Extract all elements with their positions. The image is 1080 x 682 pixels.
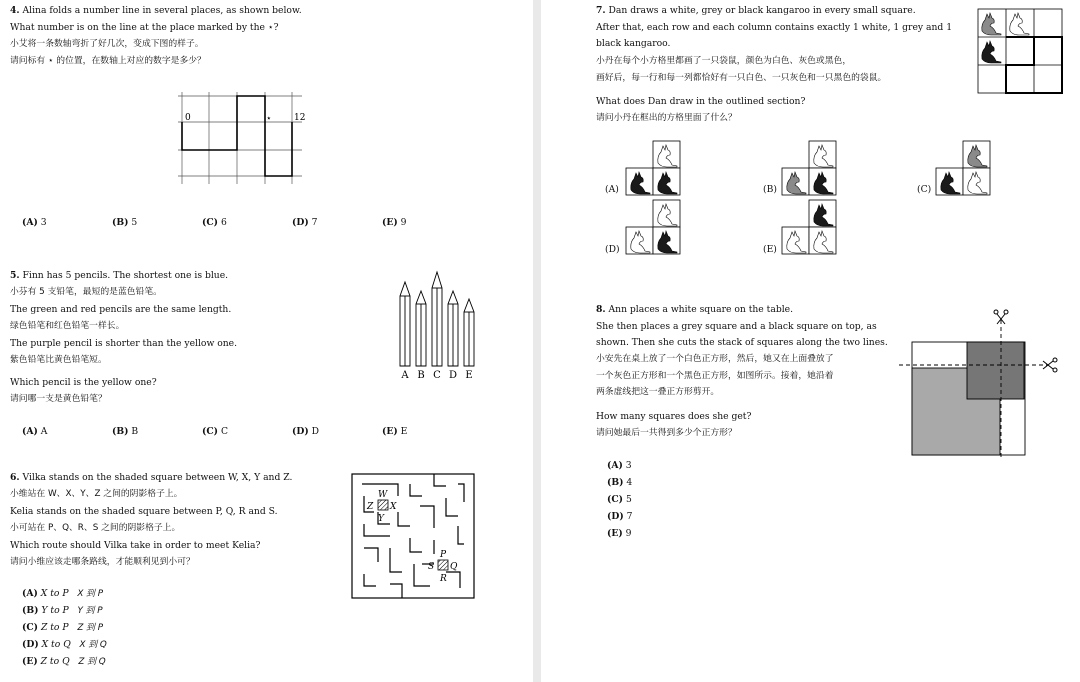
q8-zh1: 小安先在桌上放了一个白色正方形，然后，她又在上面叠放了 xyxy=(596,354,834,364)
q6-maze-figure xyxy=(350,472,476,600)
q8-line1-text: Ann places a white square on the table. xyxy=(608,304,794,315)
q8-line2: She then places a grey square and a black square on top, as xyxy=(596,321,877,332)
pencil-label-a: A xyxy=(401,370,409,381)
q5-option-b-value: B xyxy=(131,426,139,437)
scissors-icon xyxy=(1043,358,1057,372)
q5-line3: The purple pencil is shorter than the yellow one. xyxy=(10,338,238,349)
q5-line1-text: Finn has 5 pencils. The shortest one is blue. xyxy=(22,270,229,281)
q4-option-c-key: (C) xyxy=(202,217,219,228)
q5-zh3: 紫色铅笔比黄色铅笔短。 xyxy=(10,355,107,365)
q6-option-c-key: (C) xyxy=(22,622,39,633)
q5-zh2: 绿色铅笔和红色铅笔一样长。 xyxy=(10,321,125,331)
q4-option-e-key: (E) xyxy=(382,217,398,228)
q6-option-c[interactable] xyxy=(22,622,103,634)
pencil-d xyxy=(448,291,458,366)
q7-zh3: 请问小丹在框出的方格里面了什么？ xyxy=(596,113,737,123)
pencil-label-b: B xyxy=(417,370,425,381)
q5-pencils-figure xyxy=(395,268,485,383)
q4-option-b[interactable] xyxy=(112,217,137,229)
q6-zh2: 小可站在 P、Q、R、S 之间的阴影格子上。 xyxy=(10,523,181,533)
q5-option-b-key: (B) xyxy=(112,426,129,437)
q4-option-d-value: 7 xyxy=(311,217,318,228)
q8-option-b-value: 4 xyxy=(626,477,633,488)
q6-option-d[interactable] xyxy=(22,639,107,651)
q6-zh1: 小维站在 W、X、Y、Z 之间的阴影格子上。 xyxy=(10,489,183,499)
q6-option-a-zh: X 到 P xyxy=(77,589,104,599)
q8-zh3: 两条虚线把这一叠正方形剪开。 xyxy=(596,387,720,397)
q5-option-b[interactable] xyxy=(112,426,138,438)
q5-option-c-key: (C) xyxy=(202,426,219,437)
q8-zh4: 请问她最后一共得到多少个正方形？ xyxy=(596,428,737,438)
q4-option-b-key: (B) xyxy=(112,217,129,228)
q6-option-a[interactable] xyxy=(22,588,103,600)
q5-option-a-value: A xyxy=(40,426,48,437)
q8-number: 8. xyxy=(596,304,606,315)
q6-option-c-zh: Z 到 P xyxy=(77,623,104,633)
q7-option-d[interactable]: (D) xyxy=(605,244,620,255)
q7-line3: black kangaroo. xyxy=(596,38,671,49)
q6-line3: Which route should Vilka take in order to meet Kelia? xyxy=(10,540,261,551)
q5-option-e-key: (E) xyxy=(382,426,398,437)
q5-number: 5. xyxy=(10,270,20,281)
q8-option-a-value: 3 xyxy=(625,460,632,471)
vilka-shaded-square xyxy=(378,500,388,510)
q6-option-d-zh: X 到 Q xyxy=(79,640,107,650)
q4-label-twelve: 12 xyxy=(294,113,306,123)
q7-option-a[interactable]: (A) xyxy=(605,184,619,195)
q8-option-e-key: (E) xyxy=(607,528,623,539)
maze-label-z: Z xyxy=(367,502,374,512)
q8-option-a-key: (A) xyxy=(607,460,623,471)
q8-option-d-value: 7 xyxy=(626,511,633,522)
q4-zh2: 请问标有 ⋆ 的位置，在数轴上对应的数字是多少？ xyxy=(10,56,206,66)
q7-kangaroo-grid xyxy=(977,8,1063,94)
q7-zh2: 画好后，每一行和每一列都恰好有一只白色、一只灰色和一只黑色的袋鼠。 xyxy=(596,73,887,83)
q4-number: 4. xyxy=(10,5,20,16)
page-right xyxy=(541,0,1080,682)
q6-option-e-key: (E) xyxy=(22,656,38,667)
maze-label-x: X xyxy=(390,502,397,512)
q6-option-d-en: X to Q xyxy=(41,639,71,650)
maze-label-w: W xyxy=(378,490,388,500)
q4-line1-text: Alina folds a number line in several places, as shown below. xyxy=(22,5,302,16)
pencil-label-e: E xyxy=(465,370,473,381)
q7-option-e-figure[interactable] xyxy=(781,199,837,255)
q4-option-c[interactable] xyxy=(202,217,227,229)
q6-option-b[interactable] xyxy=(22,605,103,617)
q8-option-d[interactable] xyxy=(607,511,632,523)
q6-option-c-en: Z to P xyxy=(40,622,69,633)
maze-label-y: Y xyxy=(378,514,384,524)
q6-option-e-zh: Z 到 Q xyxy=(78,657,106,667)
q6-line1 xyxy=(10,472,292,484)
q7-number: 7. xyxy=(596,5,606,16)
q7-option-c[interactable]: (C) xyxy=(917,184,932,195)
q4-option-e-value: 9 xyxy=(400,217,407,228)
q8-line1 xyxy=(596,304,793,316)
pencil-b xyxy=(416,291,426,366)
q5-line2: The green and red pencils are the same length. xyxy=(10,304,232,315)
q8-stacked-squares-figure xyxy=(897,308,1063,460)
q7-option-a-figure[interactable] xyxy=(625,140,681,196)
q8-option-c-key: (C) xyxy=(607,494,624,505)
pencil-e xyxy=(464,299,474,366)
q4-option-c-value: 6 xyxy=(220,217,227,228)
q5-option-d[interactable] xyxy=(292,426,319,438)
q6-line1-text: Vilka stands on the shaded square between W, X, Y and Z. xyxy=(22,472,293,483)
black-square xyxy=(967,342,1024,399)
q7-option-c-figure[interactable] xyxy=(935,140,991,196)
q6-option-a-key: (A) xyxy=(22,588,38,599)
q6-option-d-key: (D) xyxy=(22,639,39,650)
page-left xyxy=(0,0,533,682)
q8-option-b-key: (B) xyxy=(607,477,624,488)
q5-option-e-value: E xyxy=(400,426,408,437)
q5-option-a[interactable] xyxy=(22,426,47,438)
pencil-c xyxy=(432,272,442,366)
q6-number: 6. xyxy=(10,472,20,483)
q5-zh1: 小芬有 5 支铅笔，最短的是蓝色铅笔。 xyxy=(10,287,162,297)
q8-line4: How many squares does she get? xyxy=(596,411,752,422)
pencil-label-d: D xyxy=(448,370,458,381)
q8-option-e-value: 9 xyxy=(625,528,632,539)
q8-line3: shown. Then she cuts the stack of squares along the two lines. xyxy=(596,337,888,348)
q7-option-b-figure[interactable] xyxy=(781,140,837,196)
q4-option-a-value: 3 xyxy=(40,217,47,228)
q6-option-a-en: X to P xyxy=(40,588,69,599)
q6-option-e-en: Z to Q xyxy=(40,656,70,667)
q4-star-icon: ⋆ xyxy=(266,114,272,124)
q7-line1 xyxy=(596,5,916,17)
pencil-label-c: C xyxy=(433,370,441,381)
q6-line2: Kelia stands on the shaded square between P, Q, R and S. xyxy=(10,506,278,517)
q6-option-b-zh: Y 到 P xyxy=(77,606,103,616)
q6-option-b-key: (B) xyxy=(22,605,39,616)
q5-option-e[interactable] xyxy=(382,426,407,438)
q5-option-c-value: C xyxy=(220,426,228,437)
q8-option-c[interactable] xyxy=(607,494,632,506)
q7-option-d-figure[interactable] xyxy=(625,199,681,255)
pencil-a xyxy=(400,282,410,366)
q7-option-e[interactable]: (E) xyxy=(763,244,777,255)
q4-folded-number-line-figure xyxy=(170,88,310,188)
q8-option-b[interactable] xyxy=(607,477,632,489)
q5-option-a-key: (A) xyxy=(22,426,38,437)
q8-zh2: 一个灰色正方形和一个黑色正方形，如图所示。接着，她沿着 xyxy=(596,371,834,381)
q4-option-d[interactable] xyxy=(292,217,317,229)
q4-line1 xyxy=(10,5,302,17)
q6-option-b-en: Y to P xyxy=(41,605,69,616)
q4-option-d-key: (D) xyxy=(292,217,309,228)
q4-option-a-key: (A) xyxy=(22,217,38,228)
q5-option-c[interactable] xyxy=(202,426,228,438)
q4-line2: What number is on the line at the place marked by the ⋆? xyxy=(10,22,279,33)
maze-label-s: S xyxy=(428,562,435,572)
q4-option-e[interactable] xyxy=(382,217,406,229)
q4-zh1: 小艾将一条数轴弯折了好几次，变成下图的样子。 xyxy=(10,39,204,49)
q4-option-a[interactable] xyxy=(22,217,47,229)
maze-label-q: Q xyxy=(450,562,458,572)
q7-line4: What does Dan draw in the outlined section? xyxy=(596,96,806,107)
q7-option-b[interactable]: (B) xyxy=(763,184,777,195)
q5-option-d-value: D xyxy=(311,426,319,437)
q7-line1-text: Dan draws a white, grey or black kangaroo in every small square. xyxy=(608,5,916,16)
q8-option-e[interactable] xyxy=(607,528,631,540)
q5-option-d-key: (D) xyxy=(292,426,309,437)
q8-option-d-key: (D) xyxy=(607,511,624,522)
q7-zh1: 小丹在每个小方格里都画了一只袋鼠，颜色为白色、灰色或黑色， xyxy=(596,56,852,66)
maze-label-r: R xyxy=(440,574,447,584)
kelia-shaded-square xyxy=(438,560,448,570)
q5-line4: Which pencil is the yellow one? xyxy=(10,377,157,388)
maze-label-p: P xyxy=(440,550,447,560)
q6-option-e[interactable] xyxy=(22,656,106,668)
q5-zh4: 请问哪一支是黄色铅笔？ xyxy=(10,394,107,404)
q7-line2: After that, each row and each column contains exactly 1 white, 1 grey and 1 xyxy=(596,22,953,33)
q8-option-a[interactable] xyxy=(607,460,632,472)
q4-option-b-value: 5 xyxy=(131,217,138,228)
q5-line1 xyxy=(10,270,228,282)
q6-zh3: 请问小维应该走哪条路线，才能顺利见到小可？ xyxy=(10,557,195,567)
q8-option-c-value: 5 xyxy=(625,494,632,505)
q4-label-zero: 0 xyxy=(185,113,191,123)
